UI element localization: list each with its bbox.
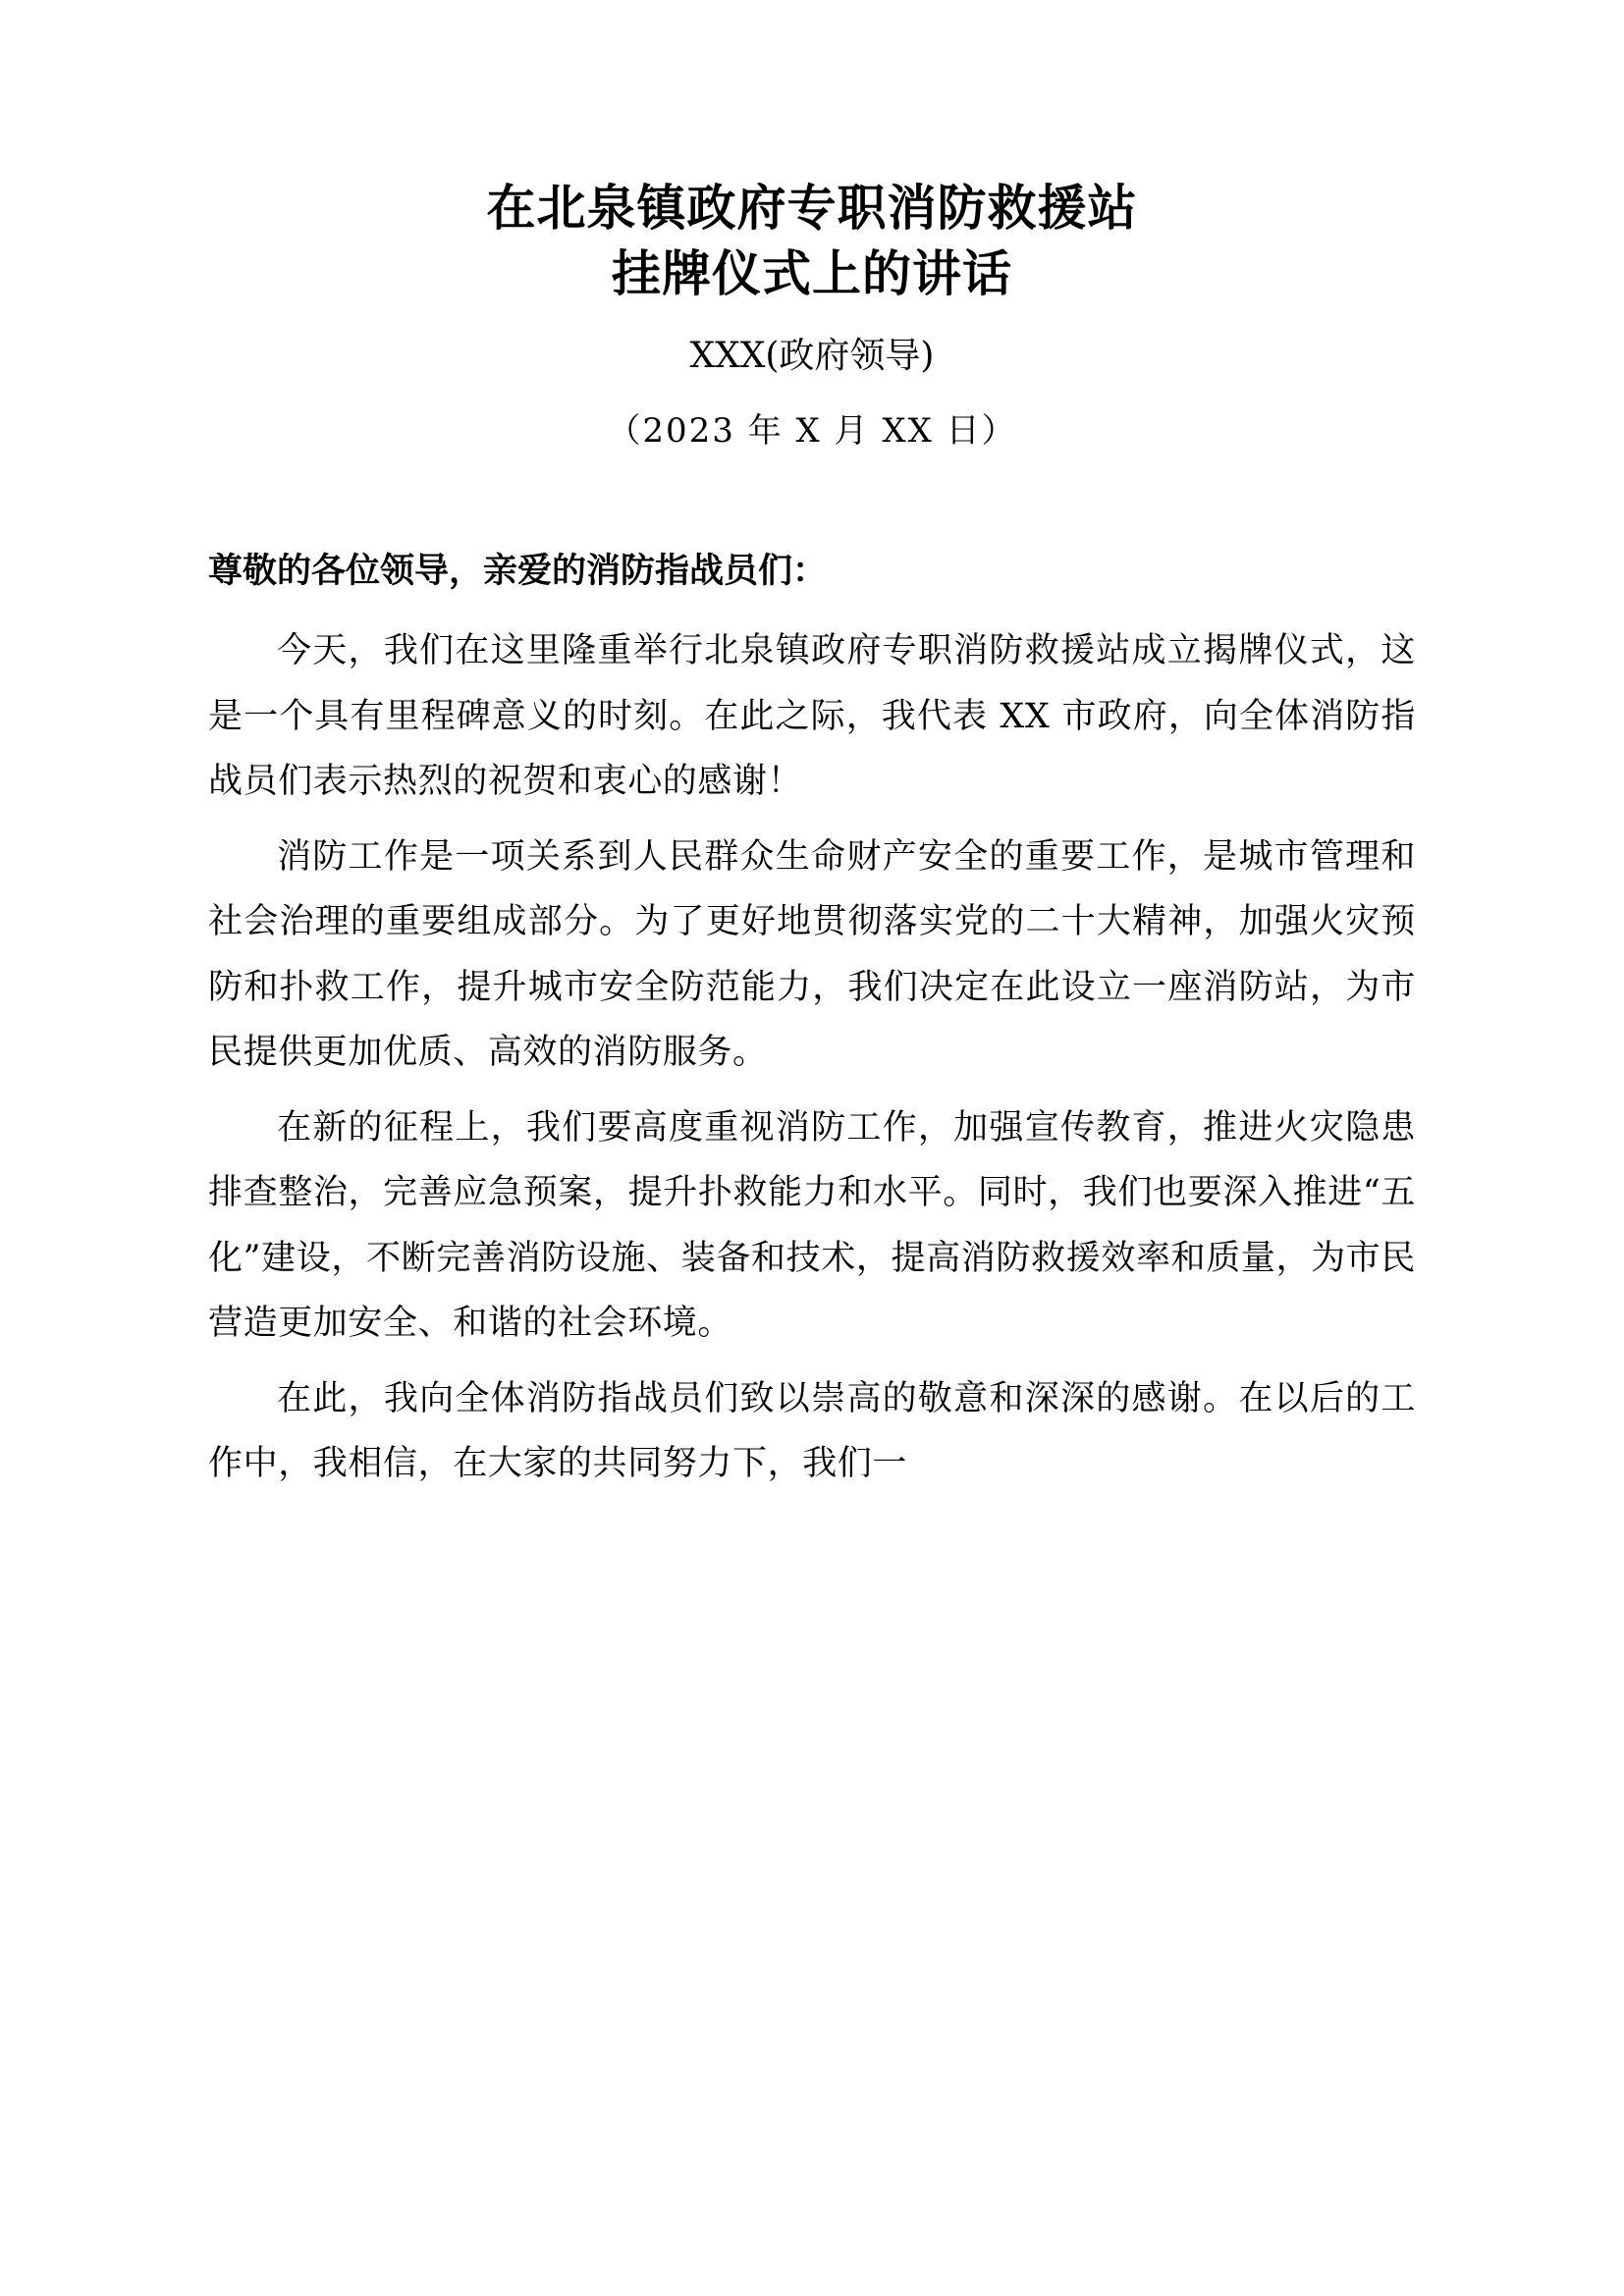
document-byline: XXX(政府领导) [689,336,935,376]
body-paragraph-3: 在新的征程上，我们要高度重视消防工作，加强宣传教育，推进火灾隐患排查整治，完善应急预案，提升扑救能力和水平。同时，我们也要深入推进“五化”建设，不断完善消防设施、装备和技术，提高消防救援效率和质量，为市民营造更加安全、和谐的社会环境。 [208,1107,1416,1344]
body-paragraph-4: 在此，我向全体消防指战员们致以崇高的敬意和深深的感谢。在以后的工作中，我相信，在大家的共同努力下，我们一 [208,1378,1416,1484]
document-body [208,0,1416,1497]
document-salutation: 尊敬的各位领导，亲爱的消防指战员们： [208,551,828,591]
title-line-2: 挂牌仪式上的讲话 [612,244,1012,302]
title-line-1: 在北泉镇政府专职消防救援站 [486,179,1138,237]
document-paragraph-list [208,597,1416,1497]
page-title [208,0,1416,306]
body-paragraph-2: 消防工作是一项关系到人民群众生命财产安全的重要工作，是城市管理和社会治理的重要组成部分。为了更好地贯彻落实党的二十大精神，加强火灾预防和扑救工作，提升城市安全防范能力，我们决定在此设立一座消防站，为市民提供更加优质、高效的消防服务。 [208,836,1416,1073]
document-date: （2023 年 X 月 XX 日） [607,411,1017,452]
body-paragraph-1: 今天，我们在这里隆重举行北泉镇政府专职消防救援站成立揭牌仪式，这是一个具有里程碑意义的时刻。在此之际，我代表 XX 市政府，向全体消防指战员们表示热烈的祝贺和衷心的感谢！ [208,631,1417,802]
